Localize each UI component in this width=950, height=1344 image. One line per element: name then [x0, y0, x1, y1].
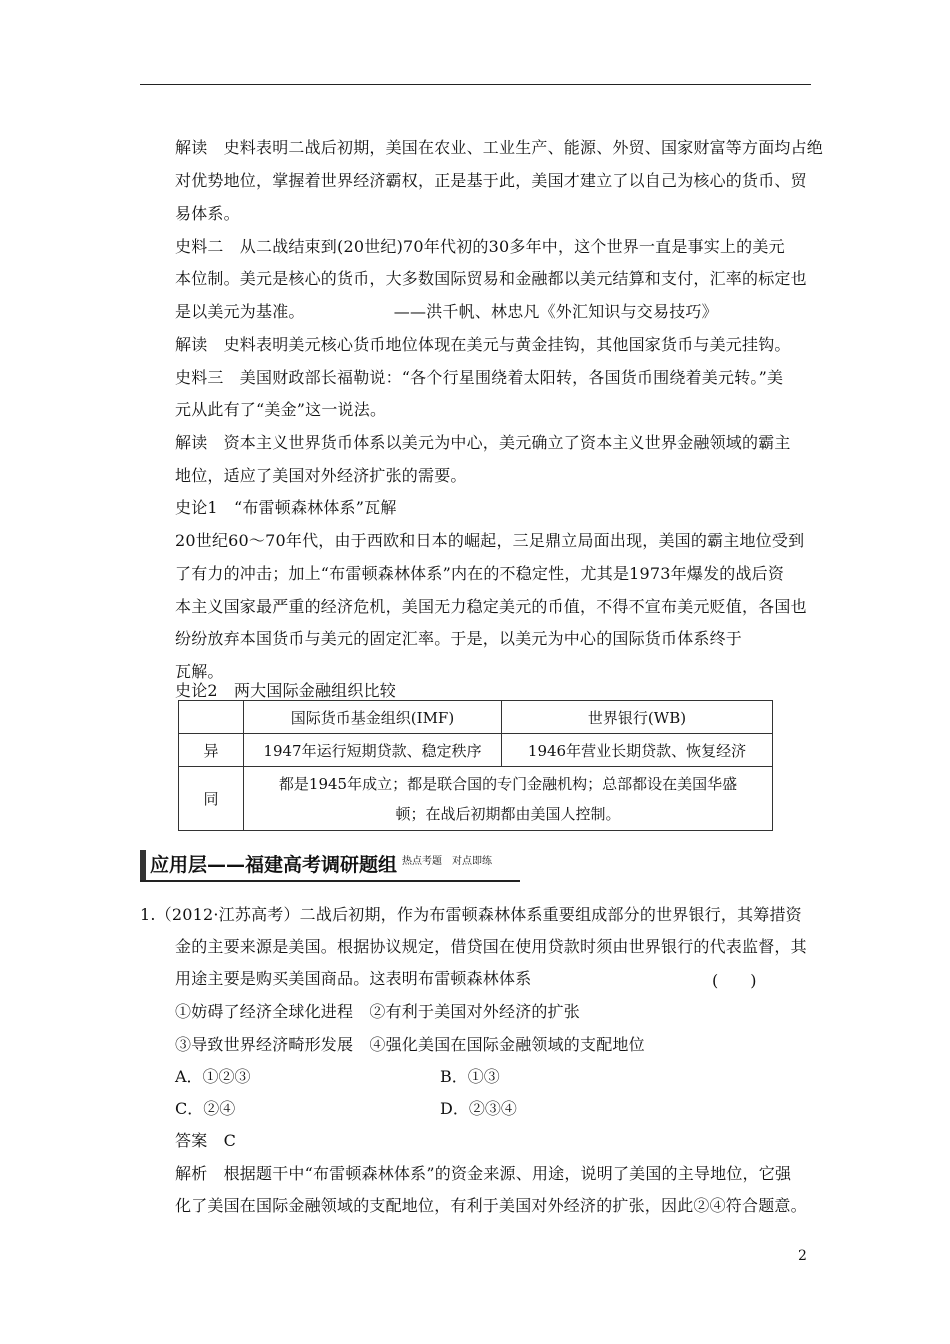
question-line: 用途主要是购买美国商品。这表明布雷顿森林体系 [175, 969, 532, 988]
section-subtitle: 热点考题 对点即练 [402, 856, 492, 867]
table-header-wb: 世界银行(WB) [502, 701, 773, 734]
body-line: 对优势地位，掌握着世界经济霸权，正是基于此，美国才建立了以自己为核心的货币、贸 [175, 171, 807, 190]
header-rule [140, 84, 811, 85]
page-number: 2 [798, 1248, 807, 1264]
body-line: 史论2 两大国际金融组织比较 [175, 681, 396, 700]
answer-blank: ( ) [712, 971, 757, 990]
comparison-table [178, 700, 773, 831]
body-line: 易体系。 [175, 204, 240, 223]
body-line: 地位，适应了美国对外经济扩张的需要。 [175, 466, 467, 485]
table-corner-cell [179, 701, 244, 734]
table-row [179, 734, 773, 767]
option-c: C．②④ [175, 1099, 236, 1118]
body-line: 20世纪60～70年代，由于西欧和日本的崛起，三足鼎立局面出现，美国的霸主地位受到 [175, 531, 805, 550]
table-header-row [179, 701, 773, 734]
body-line: 纷纷放弃本国货币与美元的固定汇率。于是，以美元为中心的国际货币体系终于 [175, 629, 743, 648]
body-line: 了有力的冲击；加上“布雷顿森林体系”内在的不稳定性，尤其是1973年爆发的战后资 [175, 564, 785, 583]
question-item: ③导致世界经济畸形发展 ④强化美国在国际金融领域的支配地位 [175, 1035, 645, 1054]
body-line: 解读 史料表明美元核心货币地位体现在美元与黄金挂钩，其他国家货币与美元挂钩。 [175, 335, 791, 354]
section-bar [140, 850, 146, 880]
analysis-line: 解析 根据题干中“布雷顿森林体系”的资金来源、用途，说明了美国的主导地位，它强 [175, 1164, 792, 1183]
table-row-label: 异 [179, 734, 244, 767]
option-b: B．①③ [440, 1067, 500, 1086]
body-line: 瓦解。 [175, 662, 224, 681]
table-cell-line: 都是1945年成立；都是联合国的专门金融机构；总部都设在美国华盛 [278, 774, 738, 793]
body-line: 解读 资本主义世界货币体系以美元为中心，美元确立了资本主义世界金融领域的霸主 [175, 433, 791, 452]
table-cell-line: 顿；在战后初期都由美国人控制。 [395, 804, 621, 823]
question-item: ①妨碍了经济全球化进程 ②有利于美国对外经济的扩张 [175, 1002, 581, 1021]
section-title: 应用层——福建高考调研题组 [150, 854, 398, 876]
body-line: 解读 史料表明二战后初期，美国在农业、工业生产、能源、外贸、国家财富等方面均占绝 [175, 138, 824, 157]
body-line: 元从此有了“美金”这一说法。 [175, 400, 387, 419]
option-a: A．①②③ [175, 1067, 251, 1086]
body-line: 本位制。美元是核心的货币，大多数国际贸易和金融都以美元结算和支付，汇率的标定也 [175, 269, 807, 288]
body-line: 史料三 美国财政部长福勒说：“各个行星围绕着太阳转，各国货币围绕着美元转。”美 [175, 368, 784, 387]
table-row [179, 767, 773, 831]
table-header-imf: 国际货币基金组织(IMF) [244, 701, 502, 734]
option-d: D．②③④ [440, 1099, 517, 1118]
body-line: 本主义国家最严重的经济危机，美国无力稳定美元的币值，不得不宣布美元贬值，各国也 [175, 597, 807, 616]
table-row-label: 同 [179, 767, 244, 831]
body-line: 史论1 “布雷顿森林体系”瓦解 [175, 498, 397, 517]
section-header [140, 850, 520, 882]
body-line: 是以美元为基准。 ——洪千帆、林忠凡《外汇知识与交易技巧》 [175, 302, 718, 321]
table-cell: 1946年营业长期贷款、恢复经济 [502, 734, 773, 767]
question-line: 金的主要来源是美国。根据协议规定，借贷国在使用贷款时须由世界银行的代表监督，其 [175, 937, 807, 956]
table-cell: 1947年运行短期贷款、稳定秩序 [244, 734, 502, 767]
question-line: 1.（2012·江苏高考）二战后初期，作为布雷顿森林体系重要组成部分的世界银行，其筹措资 [140, 905, 802, 924]
answer-line: 答案 C [175, 1131, 237, 1150]
analysis-line: 化了美国在国际金融领域的支配地位，有利于美国对外经济的扩张，因此②④符合题意。 [175, 1196, 807, 1215]
body-line: 史料二 从二战结束到(20世纪)70年代初的30多年中，这个世界一直是事实上的美元 [175, 237, 785, 256]
table-cell [244, 767, 773, 831]
